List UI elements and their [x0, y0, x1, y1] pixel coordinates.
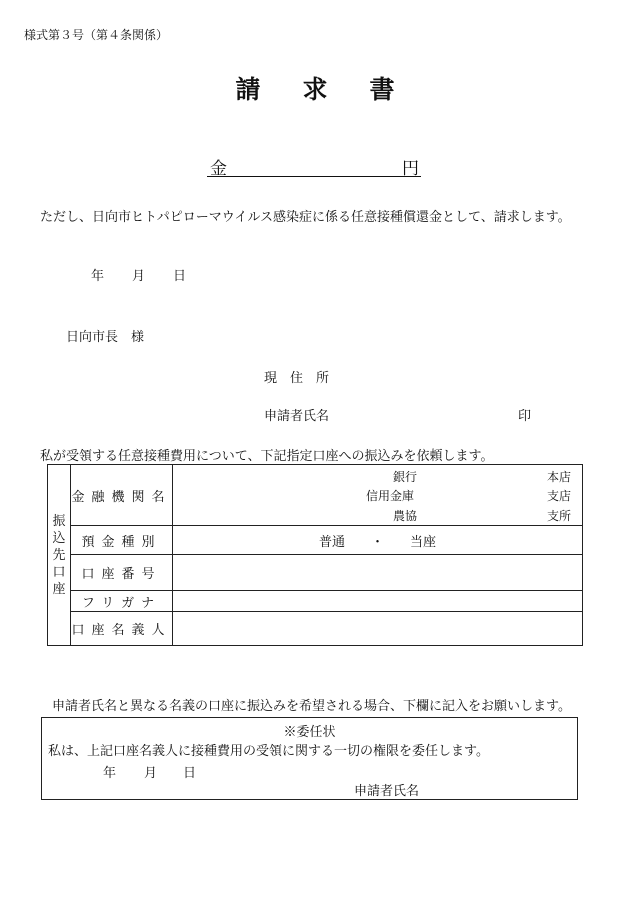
amount-unit: 円: [402, 159, 419, 179]
proxy-year-label: 年: [103, 766, 117, 781]
side-header-char: 込: [52, 530, 66, 546]
seal-mark: 印: [518, 409, 532, 424]
addressee: 日向市長 様: [66, 330, 145, 345]
proxy-day-label: 日: [183, 766, 197, 781]
form-number: 様式第３号（第４条関係）: [24, 28, 169, 42]
deposit-type-options[interactable]: 普通 ・ 当座: [173, 526, 583, 555]
account-number-label: 口座番号: [71, 555, 173, 591]
furigana-label: フリガナ: [71, 591, 173, 612]
side-header-char: 座: [52, 581, 66, 597]
head-office-label: 本店: [547, 470, 572, 484]
transfer-account-header: [48, 465, 71, 646]
bank-account-table: [47, 464, 583, 646]
date-day-label: 日: [173, 269, 187, 284]
sub-branch-label: 支所: [547, 509, 572, 523]
institution-name-field[interactable]: [173, 465, 583, 526]
side-header-char: 先: [52, 547, 66, 563]
proxy-month-label: 月: [144, 766, 158, 781]
amount-field[interactable]: [207, 155, 421, 177]
proxy-box: [41, 717, 578, 800]
institution-name-label: 金融機関名: [71, 465, 173, 526]
proxy-applicant-name-label: 申請者氏名: [354, 784, 420, 799]
date-month-label: 月: [132, 269, 146, 284]
transfer-request-text: 私が受領する任意接種費用について、下記指定口座への振込みを依頼します。: [40, 449, 494, 464]
different-holder-note: 申請者氏名と異なる名義の口座に振込みを希望される場合、下欄に記入をお願いします。: [52, 699, 571, 714]
proxy-statement: 私は、上記口座名義人に接種費用の受領に関する一切の権限を委任します。: [48, 744, 489, 759]
account-holder-label: 口座名義人: [71, 612, 173, 646]
credit-union-type-label: 信用金庫: [366, 489, 415, 503]
agricultural-coop-type-label: 農協: [393, 509, 418, 523]
account-holder-field[interactable]: [173, 612, 583, 646]
furigana-field[interactable]: [173, 591, 583, 612]
address-label: 現 住 所: [264, 371, 330, 386]
bank-type-label: 銀行: [393, 470, 418, 484]
document-title: 請求書: [235, 75, 437, 104]
branch-label: 支店: [547, 489, 572, 503]
account-number-field[interactable]: [173, 555, 583, 591]
deposit-type-label: 預金種別: [71, 526, 173, 555]
side-header-char: 振: [52, 513, 66, 529]
amount-prefix: 金: [210, 159, 227, 179]
purpose-text: ただし、日向市ヒトパピローマウイルス感染症に係る任意接種償還金として、請求します。: [40, 210, 571, 225]
applicant-name-label: 申請者氏名: [264, 409, 330, 424]
proxy-title: ※委任状: [283, 725, 336, 740]
date-year-label: 年: [91, 269, 105, 284]
side-header-char: 口: [52, 564, 66, 580]
